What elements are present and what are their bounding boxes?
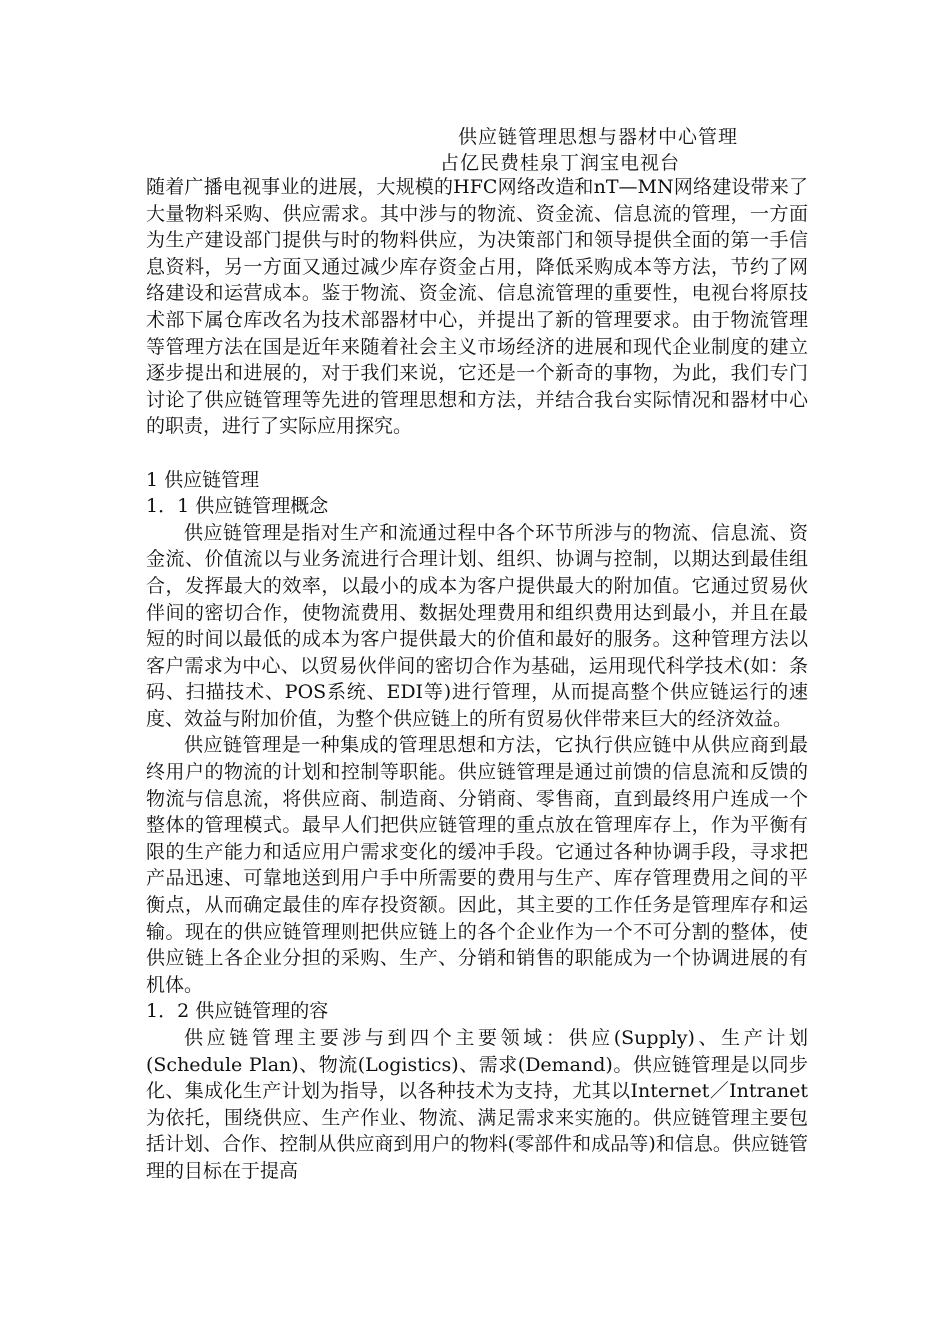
document-authors: 占亿民费桂泉丁润宝电视台 <box>440 152 681 174</box>
section-1-1-paragraph-2: 供应链管理是一种集成的管理思想和方法，它执行供应链中从供应商到最终用户的物流的计划和控制等职能。供应链管理是通过前馈的信息流和反馈的物流与信息流，将供应商、制造商、分销商、零售商，直到最终用户连成一个整体的管理模式。最早人们把供应链管理的重点放在管理库存上，作为平衡有限的生产能力和适应用户需求变化的缓冲手段。它通过各种协调手段，寻求把产品迅速、可靠地送到用户手中所需要的费用与生产、库存管理费用之间的平衡点，从而确定最佳的库存投资额。因此，其主要的工作任务是管理库存和运输。现在的供应链管理则把供应链上的各个企业作为一个不可分割的整体，使供应链上各企业分担的采购、生产、分销和销售的职能成为一个协调进展的有机体。 <box>146 734 808 996</box>
section-1-heading: 1 供应链管理 <box>146 468 260 491</box>
blank-line <box>146 440 808 467</box>
document-body <box>146 174 808 1185</box>
section-1-2-heading: 1．2 供应链管理的容 <box>146 1000 329 1023</box>
intro-paragraph: 随着广播电视事业的进展，大规模的HFC网络改造和nT—MN网络建设带来了大量物料采购、供应需求。其中涉与的物流、资金流、信息流的管理，一方面为生产建设部门提供与时的物料供应，为决策部门和领导提供全面的第一手信息资料，另一方面又通过减少库存资金占用，降低采购成本等方法，节约了网络建设和运营成本。鉴于物流、资金流、信息流管理的重要性，电视台将原技术部下属仓库改名为技术部器材中心，并提出了新的管理要求。由于物流管理等管理方法在国是近年来随着社会主义市场经济的进展和现代企业制度的建立逐步提出和进展的，对于我们来说，它还是一个新奇的事物，为此，我们专门讨论了供应链管理等先进的管理思想和方法，并结合我台实际情况和器材中心的职责，进行了实际应用探究。 <box>146 176 808 438</box>
section-1-2-paragraph-1: 供应链管理主要涉与到四个主要领域：供应(Supply)、生产计划(Schedule Plan)、物流(Logistics)、需求(Demand)。供应链管理是以同步化、集成化生产计划为指导，以各种技术为支持，尤其以Internet／Intranet为依托，围绕供应、生产作业、物流、满足需求来实施的。供应链管理主要包括计划、合作、控制从供应商到用户的物料(零部件和成品等)和信息。供应链管理的目标在于提高 <box>146 1027 808 1182</box>
document-title: 供应链管理思想与器材中心管理 <box>458 126 739 148</box>
section-1-1-heading: 1．1 供应链管理概念 <box>146 495 329 518</box>
section-1-1-paragraph-1: 供应链管理是指对生产和流通过程中各个环节所涉与的物流、信息流、资金流、价值流以与业务流进行合理计划、组织、协调与控制，以期达到最佳组合，发挥最大的效率，以最小的成本为客户提供最大的附加值。它通过贸易伙伴间的密切合作，使物流费用、数据处理费用和组织费用达到最小，并且在最短的时间以最低的成本为客户提供最大的价值和最好的服务。这种管理方法以客户需求为中心、以贸易伙伴间的密切合作为基础，运用现代科学技术(如：条码、扫描技术、POS系统、EDI等)进行管理，从而提高整个供应链运行的速度、效益与附加价值，为整个供应链上的所有贸易伙伴带来巨大的经济效益。 <box>146 521 808 730</box>
